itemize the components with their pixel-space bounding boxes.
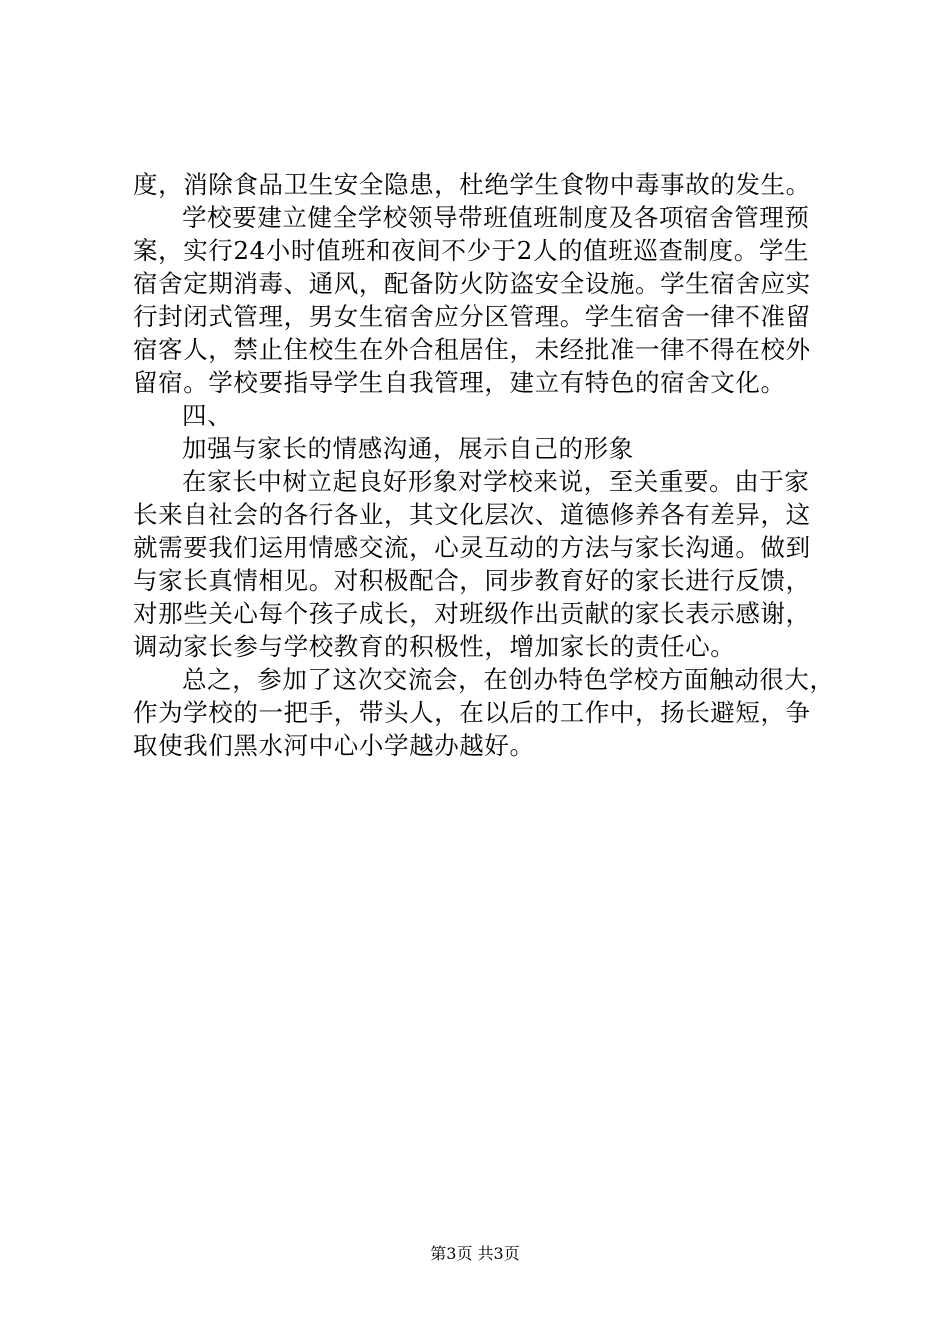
- text-line: 留宿。学校要指导学生自我管理，建立有特色的宿舍文化。: [133, 368, 786, 397]
- text-line: 对那些关心每个孩子成长，对班级作出贡献的家长表示感谢，: [133, 599, 811, 628]
- text-line: 宿舍定期消毒、通风，配备防火防盗安全设施。学生宿舍应实: [133, 269, 811, 298]
- body-text: [133, 168, 833, 762]
- text-line: 行封闭式管理，男女生宿舍应分区管理。学生宿舍一律不准留: [133, 302, 811, 331]
- text-line: 调动家长参与学校教育的积极性，增加家长的责任心。: [133, 632, 736, 661]
- section-number: 四、: [182, 401, 233, 430]
- text-line: 与家长真情相见。对积极配合，同步教育好的家长进行反馈，: [133, 566, 811, 595]
- section-heading: 加强与家长的情感沟通，展示自己的形象: [182, 434, 634, 463]
- text-line: 案，实行24小时值班和夜间不少于2人的值班巡查制度。学生: [133, 236, 810, 265]
- text-line: 宿客人，禁止住校生在外合租居住，未经批准一律不得在校外: [133, 335, 811, 364]
- text-line: 学校要建立健全学校领导带班值班制度及各项宿舍管理预: [182, 203, 810, 232]
- text-line: 作为学校的一把手，带头人，在以后的工作中，扬长避短，争: [133, 698, 811, 727]
- page-number-footer: 第3页 共3页: [430, 1244, 520, 1263]
- text-line: 总之，参加了这次交流会，在创办特色学校方面触动很大，: [182, 665, 835, 694]
- text-line: 在家长中树立起良好形象对学校来说，至关重要。由于家: [182, 467, 810, 496]
- text-line: 度，消除食品卫生安全隐患，杜绝学生食物中毒事故的发生。: [133, 170, 811, 199]
- text-line: 取使我们黑水河中心小学越办越好。: [133, 731, 535, 760]
- text-line: 长来自社会的各行各业，其文化层次、道德修养各有差异，这: [133, 500, 811, 529]
- text-line: 就需要我们运用情感交流，心灵互动的方法与家长沟通。做到: [133, 533, 811, 562]
